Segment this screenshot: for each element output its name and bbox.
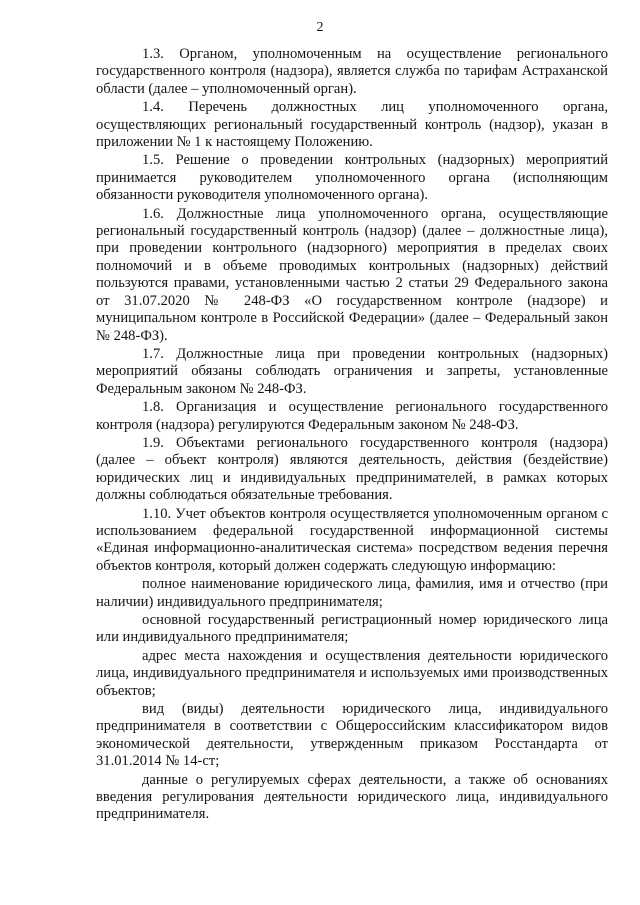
list-item-full-name: полное наименование юридического лица, фамилия, имя и отчество (при наличии) индивидуального предпринимателя; [96,576,608,610]
paragraph-1-7: 1.7. Должностные лица при проведении контрольных (надзорных) мероприятий обязаны соблюдать ограничения и запреты, установленные Федеральным законом № 248-ФЗ. [96,345,608,397]
list-item-address: адрес места нахождения и осуществления деятельности юридического лица, индивидуального предпринимателя и используемых ими производственных объектов; [96,647,608,699]
paragraph-1-10: 1.10. Учет объектов контроля осуществляется уполномоченным органом с использованием федеральной государственной информационной системы «Единая информационно-аналитическая система» посредством ведения перечня объектов контроля, который должен содержать следующую информацию: [96,505,608,574]
paragraph-1-3: 1.3. Органом, уполномоченным на осуществление регионального государственного контроля (надзора), является служба по тарифам Астраханской области (далее – уполномоченный орган). [96,46,608,97]
paragraph-1-6: 1.6. Должностные лица уполномоченного органа, осуществляющие региональный государственный контроль (надзор) (далее – должностные лица), при проведении контрольного (надзорного) мероприятия в пределах своих полномочий и в объеме проводимых контрольных (надзорных) действий пользуются правами, установленными частью 2 статьи 29 Федерального закона от 31.07.2020 № 248-ФЗ «О государственном контроле (надзоре) и муниципальном контроле в Российской Федерации» (далее – Федеральный закон № 248-ФЗ). [96,205,608,344]
paragraph-1-5: 1.5. Решение о проведении контрольных (надзорных) мероприятий принимается руководителем уполномоченного органа (исполняющим обязанности руководителя уполномоченного органа). [96,152,608,204]
paragraph-1-9: 1.9. Объектами регионального государственного контроля (надзора) (далее – объект контроля) являются деятельность, действия (бездействие) юридических лиц и индивидуальных предпринимателей, в рамках которых должны соблюдаться обязательные требования. [96,434,608,504]
paragraph-1-4: 1.4. Перечень должностных лиц уполномоченного органа, осуществляющих региональный государственный контроль (надзор), указан в приложении № 1 к настоящему Положению. [96,99,608,151]
list-item-regulated-spheres: данные о регулируемых сферах деятельности, а также об основаниях введения регулирования деятельности юридического лица, индивидуального предпринимателя. [96,771,608,823]
page-number: 2 [316,20,324,35]
paragraph-1-8: 1.8. Организация и осуществление регионального государственного контроля (надзора) регулируются Федеральным законом № 248-ФЗ. [96,399,608,433]
list-item-activity-type: вид (виды) деятельности юридического лица, индивидуального предпринимателя в соответствии с Общероссийским классификатором видов экономической деятельности, утвержденным приказом Росстандарта от 31.01.2014 № 14-ст; [96,701,608,770]
document-body [96,46,608,824]
list-item-registration-number: основной государственный регистрационный номер юридического лица или индивидуального предпринимателя; [96,612,608,646]
